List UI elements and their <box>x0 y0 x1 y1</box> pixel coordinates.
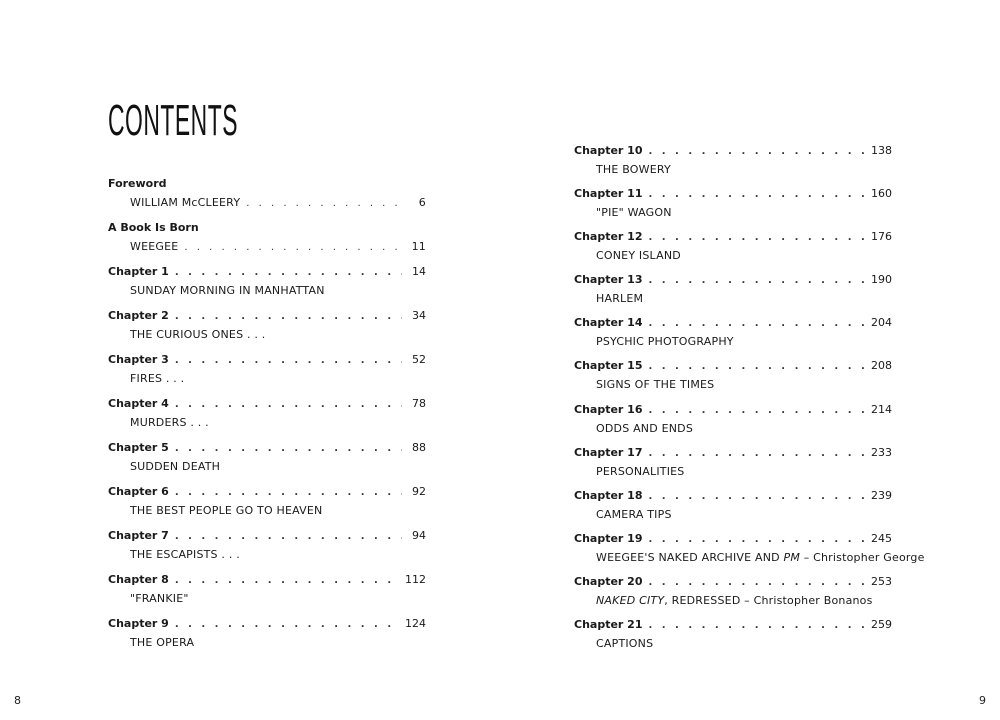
toc-entry[interactable] <box>574 529 925 572</box>
toc-entry-subtitle: PERSONALITIES <box>596 464 685 478</box>
toc-entry-subtitle-row <box>574 462 892 481</box>
toc-entry-subtitle-row <box>108 237 426 256</box>
page-number-right: 9 <box>979 694 986 707</box>
toc-entry[interactable] <box>108 262 426 306</box>
toc-entry[interactable] <box>574 443 892 486</box>
dot-leader <box>175 307 402 326</box>
toc-entry-title: Chapter 14 <box>574 316 643 330</box>
toc-entry-subtitle: PSYCHIC PHOTOGRAPHY <box>596 335 734 349</box>
toc-entry[interactable] <box>574 615 892 658</box>
toc-entry-title: Chapter 19 <box>574 531 643 545</box>
dot-leader <box>175 395 402 414</box>
toc-entry-heading <box>108 306 426 325</box>
toc-entry-subtitle: MURDERS . . . <box>130 416 209 429</box>
toc-entry[interactable] <box>108 438 426 482</box>
toc-page-number: 259 <box>871 618 892 632</box>
toc-page-number: 92 <box>412 485 426 498</box>
toc-entry-heading <box>574 443 892 462</box>
dot-leader <box>246 194 402 213</box>
toc-page-number: 6 <box>418 196 426 209</box>
toc-entry[interactable] <box>108 394 426 438</box>
toc-entry-heading <box>574 141 892 160</box>
toc-entry-subtitle <box>596 591 873 610</box>
toc-page-number: 52 <box>412 353 426 366</box>
toc-entry-subtitle-row <box>574 246 892 265</box>
toc-page-number: 233 <box>871 445 892 459</box>
toc-entry-subtitle: WEEGEE <box>130 240 179 253</box>
toc-page-number: 78 <box>412 397 426 410</box>
toc-entry[interactable] <box>108 526 426 570</box>
toc-entry-heading <box>574 227 892 246</box>
toc-entry-heading <box>108 526 426 545</box>
toc-entry-subtitle-row <box>574 375 892 394</box>
toc-entry-heading <box>574 270 892 289</box>
toc-entry-subtitle: SUNDAY MORNING IN MANHATTAN <box>130 284 325 297</box>
toc-entry-subtitle-row <box>574 289 892 308</box>
dot-leader <box>648 401 865 420</box>
toc-entry-subtitle: HARLEM <box>596 292 644 306</box>
toc-entry-heading <box>574 184 892 203</box>
toc-entry-heading <box>108 218 426 237</box>
toc-page-number: 34 <box>412 309 426 322</box>
toc-entry[interactable] <box>574 313 892 356</box>
toc-entry[interactable] <box>108 218 426 262</box>
toc-entry-title: Chapter 21 <box>574 618 643 632</box>
toc-entry[interactable] <box>108 174 426 218</box>
toc-entry-subtitle-row <box>574 591 892 610</box>
dot-leader <box>648 616 865 635</box>
toc-entry-title: Chapter 8 <box>108 573 169 586</box>
subtitle-part: – Christopher George <box>800 550 925 564</box>
toc-page-number: 160 <box>871 187 892 201</box>
contents-title: CONTENTS <box>108 96 238 145</box>
toc-entry-title: Chapter 18 <box>574 488 643 502</box>
toc-entry-subtitle-row <box>108 501 426 520</box>
dot-leader <box>648 185 865 204</box>
dot-leader <box>175 615 399 634</box>
toc-entry-heading <box>108 394 426 413</box>
toc-page-number: 239 <box>871 488 892 502</box>
toc-entry[interactable] <box>108 350 426 394</box>
toc-page-number: 14 <box>412 265 426 278</box>
toc-entry-title: Chapter 10 <box>574 144 643 157</box>
toc-entry-subtitle-row <box>108 413 426 432</box>
subtitle-part: NAKED CITY <box>596 593 665 607</box>
dot-leader <box>648 357 865 376</box>
subtitle-part: , REDRESSED – Christopher Bonanos <box>664 593 873 607</box>
toc-entry-subtitle-row <box>574 160 892 179</box>
toc-page-number: 245 <box>871 531 892 545</box>
toc-entry-heading <box>574 313 892 332</box>
toc-page-number: 214 <box>871 402 892 416</box>
toc-entry-subtitle: FIRES . . . <box>130 372 185 385</box>
toc-entry-subtitle: ODDS AND ENDS <box>596 421 694 435</box>
toc-entry-subtitle-row <box>574 332 892 351</box>
toc-page-number: 94 <box>412 529 426 542</box>
toc-left-column <box>108 174 426 658</box>
toc-entry-title: Chapter 20 <box>574 574 643 588</box>
toc-entry-heading <box>108 438 426 457</box>
toc-entry-title: Chapter 13 <box>574 273 643 287</box>
toc-right-column <box>574 141 925 658</box>
dot-leader <box>175 527 402 546</box>
toc-entry-subtitle: CONEY ISLAND <box>596 249 681 263</box>
dot-leader <box>175 351 402 370</box>
toc-entry-heading <box>574 400 892 419</box>
toc-entry-title: Chapter 11 <box>574 187 643 201</box>
toc-entry-title: Chapter 1 <box>108 265 169 278</box>
toc-entry-subtitle: SIGNS OF THE TIMES <box>596 378 715 392</box>
toc-entry-title: Chapter 3 <box>108 353 169 366</box>
toc-entry-subtitle: THE OPERA <box>130 636 195 649</box>
toc-entry[interactable] <box>574 227 892 270</box>
toc-page-number: 124 <box>405 617 426 630</box>
toc-page-number: 88 <box>412 441 426 454</box>
toc-entry-subtitle: WILLIAM McCLEERY <box>130 196 241 209</box>
toc-entry[interactable] <box>574 141 892 184</box>
toc-entry-heading <box>574 486 892 505</box>
toc-entry-subtitle: "PIE" WAGON <box>596 206 672 220</box>
toc-page-number: 190 <box>871 273 892 287</box>
toc-entry-subtitle-row <box>574 419 892 438</box>
toc-entry-title: Chapter 16 <box>574 402 643 416</box>
toc-entry-subtitle-row <box>108 281 426 300</box>
toc-entry-subtitle: CAMERA TIPS <box>596 507 672 521</box>
toc-page-number: 176 <box>871 230 892 244</box>
toc-entry[interactable] <box>108 482 426 526</box>
toc-entry-title: Foreword <box>108 177 167 190</box>
toc-entry-heading <box>108 482 426 501</box>
toc-entry[interactable] <box>574 356 892 399</box>
toc-entry-title: Chapter 7 <box>108 529 169 542</box>
toc-entry-title: Chapter 9 <box>108 617 169 630</box>
toc-entry-title: Chapter 5 <box>108 441 169 454</box>
dot-leader <box>648 487 865 506</box>
toc-entry-title: Chapter 15 <box>574 359 643 373</box>
toc-entry-subtitle-row <box>108 369 426 388</box>
dot-leader <box>175 263 402 282</box>
toc-page-number: 204 <box>871 316 892 330</box>
toc-entry-subtitle-row <box>574 634 892 653</box>
toc-entry-subtitle-row <box>574 505 892 524</box>
toc-entry-subtitle-row <box>108 633 426 652</box>
toc-page-number: 112 <box>405 573 426 586</box>
toc-entry-title: Chapter 6 <box>108 485 169 498</box>
toc-entry[interactable] <box>574 486 892 529</box>
dot-leader <box>648 142 865 161</box>
toc-page-number: 138 <box>871 144 892 157</box>
toc-entry-subtitle-row <box>108 193 426 212</box>
toc-entry-title: Chapter 12 <box>574 230 643 244</box>
toc-entry-subtitle: THE ESCAPISTS . . . <box>130 548 240 561</box>
toc-entry-subtitle-row <box>108 589 426 608</box>
toc-page-number: 11 <box>411 240 426 253</box>
toc-entry-heading <box>574 356 892 375</box>
toc-entry-subtitle-row <box>574 203 892 222</box>
toc-entry-title: Chapter 17 <box>574 445 643 459</box>
toc-entry-heading <box>108 262 426 281</box>
toc-entry-subtitle: THE CURIOUS ONES . . . <box>130 328 266 341</box>
toc-entry-title: A Book Is Born <box>108 221 199 234</box>
dot-leader <box>648 314 865 333</box>
toc-entry-title: Chapter 2 <box>108 309 169 322</box>
toc-entry[interactable] <box>108 614 426 658</box>
toc-entry-heading <box>108 174 426 193</box>
toc-entry-subtitle <box>596 548 925 567</box>
toc-entry-heading <box>574 615 892 634</box>
subtitle-part: PM <box>783 550 801 564</box>
subtitle-part: WEEGEE'S NAKED ARCHIVE AND <box>596 550 784 564</box>
toc-page-number: 208 <box>871 359 892 373</box>
toc-entry-subtitle-row <box>108 325 426 344</box>
toc-entry[interactable] <box>574 572 892 615</box>
dot-leader <box>648 228 865 247</box>
toc-entry-subtitle: THE BOWERY <box>596 163 671 176</box>
toc-entry-subtitle: SUDDEN DEATH <box>130 460 221 473</box>
toc-entry-heading <box>108 350 426 369</box>
toc-entry-subtitle: CAPTIONS <box>596 637 654 651</box>
toc-entry-heading <box>574 572 892 591</box>
toc-entry-subtitle: "FRANKIE" <box>130 592 189 605</box>
toc-entry[interactable] <box>574 270 892 313</box>
toc-entry-subtitle: THE BEST PEOPLE GO TO HEAVEN <box>130 504 323 517</box>
toc-entry-subtitle-row <box>574 548 925 567</box>
dot-leader <box>648 530 865 549</box>
dot-leader <box>175 483 402 502</box>
page-number-left: 8 <box>14 694 21 707</box>
toc-entry-title: Chapter 4 <box>108 397 169 410</box>
toc-entry-subtitle-row <box>108 457 426 476</box>
toc-entry[interactable] <box>108 570 426 614</box>
toc-entry[interactable] <box>574 400 892 443</box>
toc-entry[interactable] <box>108 306 426 350</box>
toc-entry-subtitle-row <box>108 545 426 564</box>
dot-leader <box>648 444 865 463</box>
dot-leader <box>648 573 865 592</box>
toc-entry-heading <box>108 614 426 633</box>
toc-entry-heading <box>574 529 892 548</box>
dot-leader <box>184 238 402 257</box>
dot-leader <box>175 571 399 590</box>
dot-leader <box>648 271 865 290</box>
toc-entry-heading <box>108 570 426 589</box>
toc-entry[interactable] <box>574 184 892 227</box>
dot-leader <box>175 439 402 458</box>
toc-page-number: 253 <box>871 574 892 588</box>
